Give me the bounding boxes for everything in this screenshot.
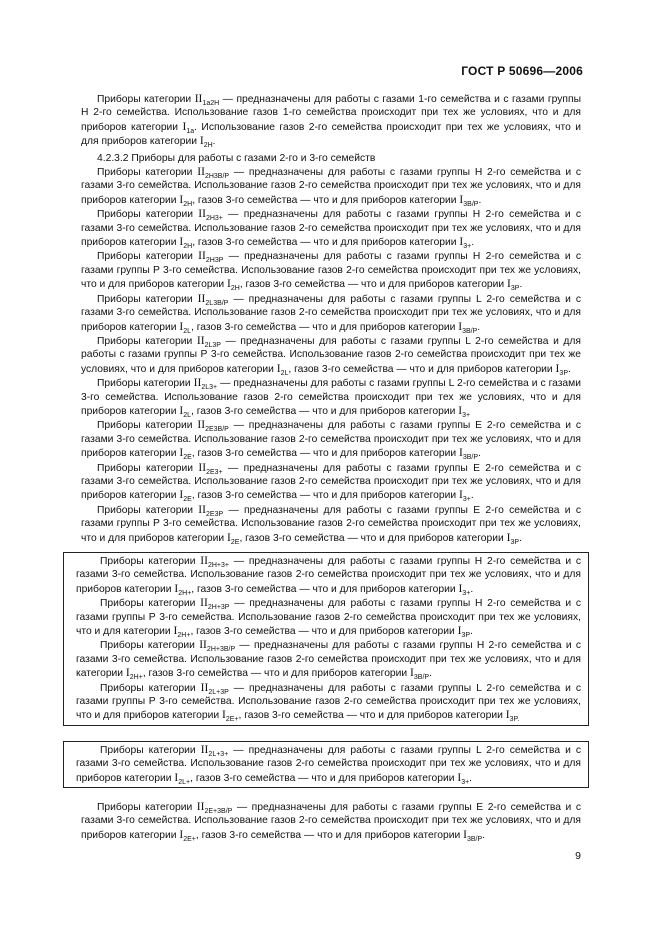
category-subscript: 2H+ xyxy=(178,589,192,597)
category-subscript: 2E3P xyxy=(206,510,224,518)
category-subscript: 3+ xyxy=(462,589,471,597)
category-roman: II xyxy=(198,502,207,516)
paragraph-prefix: Приборы категории xyxy=(97,251,199,263)
reference-category xyxy=(457,771,469,784)
category-code xyxy=(200,554,229,567)
paragraph-text: — предназначены для работы с газами группы Н 2-го семейства и с газами группы Р 3-го семейства. Использование газов 2-го семейства происходит при тех же условиях, что и для приборов категории xyxy=(81,251,581,291)
paragraph-text-mid: , газов 3-го семейства — что и для приборов категории xyxy=(239,532,507,544)
category-subscript: 3B/P xyxy=(466,835,483,843)
category-subscript: 2H xyxy=(230,285,240,293)
category-subscript: 1a xyxy=(186,127,195,135)
category-subscript: 2H+ xyxy=(129,674,143,682)
category-subscript: 2H3+ xyxy=(205,215,223,223)
document-body xyxy=(81,92,581,545)
reference-category xyxy=(505,708,520,724)
paragraph-text: — предназначены для работы с газами группы L 2-го семейства и с газами 3-го семейства. Использование газов 2-го семейства происходит при тех же условиях, что и для приборов категории xyxy=(81,293,581,333)
category-roman: I xyxy=(227,277,231,291)
category-code xyxy=(200,596,230,612)
category-roman: I xyxy=(174,770,179,784)
category-subscript: 2E+3B/P xyxy=(204,808,233,815)
category-roman: I xyxy=(459,235,464,249)
category-roman: I xyxy=(458,403,463,417)
paragraph-end: . xyxy=(471,237,475,249)
reference-category xyxy=(459,446,479,462)
category-subscript: 3B/P xyxy=(463,200,479,208)
paragraph-text-mid: , газов 3-го семейства — что и для приборов категории xyxy=(191,490,459,502)
category-subscript: 2L3+ xyxy=(201,384,218,392)
category-roman: I xyxy=(174,581,179,595)
category-roman: I xyxy=(458,581,463,595)
paragraph-text-mid: , газов 3-го семейства — что и для приборов категории xyxy=(192,194,460,206)
category-subscript: 2L+3+ xyxy=(208,751,229,758)
category-subscript: 3P xyxy=(510,285,520,293)
category-subscript: 2H3P xyxy=(205,257,224,265)
reference-category xyxy=(179,320,191,333)
reference-category xyxy=(227,277,240,293)
category-roman: I xyxy=(179,319,184,333)
paragraph xyxy=(81,165,581,207)
page-number: 9 xyxy=(575,850,581,862)
category-subscript: 2H+3P xyxy=(207,604,230,612)
bordered-block-1-content xyxy=(76,554,581,723)
reference-category xyxy=(179,404,191,417)
category-subscript: 2H+3B/P xyxy=(206,646,236,654)
paragraph-prefix: Приборы категории xyxy=(97,167,198,179)
paragraph-prefix: Приборы категории xyxy=(97,335,197,347)
category-subscript: 3+ xyxy=(462,496,471,504)
category-roman: II xyxy=(197,418,206,432)
category-subscript: 2E3+ xyxy=(206,468,223,476)
paragraph-text-mid: , газов 3-го семейства — что и для приборов категории xyxy=(239,279,508,291)
paragraph-prefix: Приборы категории xyxy=(100,682,201,694)
paragraph-prefix: Приборы категории xyxy=(97,209,199,221)
category-roman: I xyxy=(276,361,281,375)
category-roman: II xyxy=(197,165,205,179)
category-roman: II xyxy=(200,743,209,756)
section-title: Приборы для работы с газами 2-го и 3-го семейств xyxy=(131,152,376,164)
category-roman: I xyxy=(458,319,463,333)
category-subscript: 3+ xyxy=(461,778,470,786)
category-code xyxy=(199,638,236,654)
paragraph-text-mid: , газов 3-го семейства — что и для приборов категории xyxy=(191,448,459,460)
paragraph-text-mid: , газов 3-го семейства — что и для приборов категории xyxy=(190,626,458,638)
paragraph xyxy=(81,207,581,249)
section-heading xyxy=(81,152,581,165)
paragraph-text-mid: , газов 3-го семейства — что и для приборов категории xyxy=(288,363,556,375)
paragraph-prefix: Приборы категории xyxy=(97,378,194,390)
category-roman: I xyxy=(179,488,184,502)
category-subscript: 2H xyxy=(203,142,213,150)
category-subscript: 2E xyxy=(183,496,192,504)
paragraph xyxy=(76,596,581,638)
reference-category xyxy=(179,488,192,504)
reference-category xyxy=(459,193,478,206)
category-subscript: 2H xyxy=(183,243,193,251)
paragraph-text: — предназначены для работы с газами группы Н 2-го семейства и с газами 3-го семейства. Использование газов 2-го семейства происходит при тех же условиях, что и для приборов категории xyxy=(76,556,581,595)
paragraph-text-mid: , газов 3-го семейства — что и для приборов категории xyxy=(191,583,459,595)
paragraph-text: — предназначены для работы с газами группы Н 2-го семейства и с газами группы Р 3-го семейства. Использование газов 2-го семейства происходит при тех же условиях, что и для категории xyxy=(76,598,581,638)
category-roman: I xyxy=(179,446,184,460)
category-subscript: 2L+3P xyxy=(208,688,229,696)
paragraph-text: — предназначены для работы с газами группы Е 2-го семейства и с газами 3-го семейства. Использование газов 2-го семейства происходит при тех же условиях, что и для приборов категории xyxy=(81,462,582,502)
category-roman: I xyxy=(125,666,130,680)
category-subscript: 3P xyxy=(461,632,471,640)
category-subscript: 3+ xyxy=(462,411,471,419)
category-roman: II xyxy=(193,376,202,390)
category-subscript: 3+ xyxy=(463,243,472,251)
category-roman: I xyxy=(463,827,467,841)
category-subscript: 2L xyxy=(280,369,289,377)
category-roman: II xyxy=(200,596,208,610)
paragraph-end: . xyxy=(482,829,486,841)
category-subscript: 2E3B/P xyxy=(205,426,229,434)
paragraph-end: . xyxy=(567,363,571,375)
paragraph-prefix: Приборы категории xyxy=(100,556,201,567)
category-subscript: 3P. xyxy=(509,716,520,724)
paragraph xyxy=(76,554,581,596)
paragraph-text-mid: . Использование газов 2-го семейства происходит при тех же условиях, что и для приборов категории xyxy=(81,121,582,148)
category-subscript: 2L xyxy=(183,411,192,419)
reference-category xyxy=(457,624,471,640)
reference-category xyxy=(199,134,213,150)
category-roman: I xyxy=(227,530,231,544)
category-subscript: 2E+ xyxy=(225,716,239,724)
paragraph-end: . xyxy=(469,772,473,784)
reference-category xyxy=(459,235,472,251)
document-header: ГОСТ Р 50696—2006 xyxy=(461,64,583,78)
category-subscript: 2E xyxy=(183,454,192,462)
category-subscript: 3P xyxy=(559,369,568,377)
reference-category xyxy=(458,582,470,595)
category-roman: II xyxy=(196,333,205,347)
paragraph-text: — предназначены для работы с газами группы Н 2-го семейства и с газами 3-го семейства. Использование газов 2-го семейства происходит при тех же условиях, что и для категории xyxy=(76,640,581,680)
category-roman: II xyxy=(196,800,205,813)
category-roman: I xyxy=(173,624,178,638)
category-roman: I xyxy=(457,624,462,638)
category-subscript: 2E+ xyxy=(183,835,196,843)
paragraph-text-mid: , газов 3-го семейства — что и для приборов категории xyxy=(190,772,458,784)
paragraph-end: . xyxy=(519,532,522,544)
final-paragraph-wrap xyxy=(81,800,581,842)
category-code xyxy=(198,249,224,265)
category-roman: I xyxy=(182,119,187,133)
paragraph-end: . xyxy=(478,448,481,460)
paragraph-end: . xyxy=(470,583,474,595)
paragraph xyxy=(76,681,581,723)
paragraph-text-mid: , газов 3-го семейства — что и для приборов категории xyxy=(238,710,506,722)
reference-category xyxy=(222,708,239,724)
category-roman: I xyxy=(457,770,462,784)
paragraph-prefix: Приборы категории xyxy=(97,420,198,432)
reference-category xyxy=(277,362,289,375)
category-code xyxy=(197,800,233,813)
paragraph-prefix: Приборы категории xyxy=(97,504,199,516)
reference-category xyxy=(179,193,192,206)
paragraph-prefix: Приборы категории xyxy=(100,640,200,652)
paragraph-text-mid: , газов 3-го семейства — что и для приборов категории xyxy=(191,405,459,417)
reference-category xyxy=(459,488,471,504)
paragraph-end: . xyxy=(429,668,432,680)
reference-category xyxy=(173,624,191,640)
paragraph xyxy=(76,743,581,785)
category-code xyxy=(198,207,223,223)
paragraph-text: — предназначены для работы с газами группы Н 2-го семейства и с газами 3-го семейства. Использование газов 2-го семейства происходит при тех же условиях, что и для приборов категории xyxy=(81,209,581,249)
category-code xyxy=(193,376,218,392)
category-roman: II xyxy=(197,291,206,305)
category-roman: I xyxy=(459,488,463,502)
category-roman: I xyxy=(222,708,226,722)
paragraph-prefix: Приборы категории xyxy=(100,598,201,610)
paragraph-text: — предназначены для работы с газами группы L 2-го семейства и с газами 3-го семейства. Использование газов 2-го семейства происходит при тех же условиях, что и для приборов категории xyxy=(76,745,581,784)
reference-category xyxy=(556,362,568,375)
reference-category xyxy=(458,404,470,417)
paragraph xyxy=(81,418,581,460)
category-subscript: 2E xyxy=(230,538,240,546)
category-code xyxy=(197,334,221,347)
category-roman: I xyxy=(459,446,463,460)
paragraph-text-mid: , газов 3-го семейства — что и для приборов категории xyxy=(142,668,411,680)
paragraph xyxy=(81,503,581,545)
paragraph xyxy=(81,249,581,291)
category-subscript: 3B/P xyxy=(462,454,479,462)
category-code xyxy=(201,743,229,756)
paragraph-prefix: Приборы категории xyxy=(97,293,198,305)
category-roman: I xyxy=(459,192,464,206)
paragraph-text: — предназначены для работы с газами группы Е 2-го семейства и с газами группы Р 3-го семейства. Использование газов 2-го семейства происходит при тех же условиях, что и для приборов категории xyxy=(81,504,581,544)
paragraph xyxy=(81,461,581,503)
category-roman: I xyxy=(505,708,510,722)
paragraph xyxy=(81,92,581,149)
category-subscript: 2H xyxy=(183,200,193,208)
category-roman: I xyxy=(199,134,204,148)
paragraph xyxy=(81,800,581,842)
category-roman: I xyxy=(410,666,414,680)
paragraph-prefix: Приборы категории xyxy=(100,745,201,756)
paragraph-end: . xyxy=(470,490,474,502)
paragraph-text: — предназначены для работы с газами группы Е 2-го семейства и с газами 3-го семейства. Использование газов 2-го семейства происходит при тех же условиях, что и для приборов категории xyxy=(81,802,581,841)
paragraph xyxy=(76,638,581,680)
paragraph-end: . xyxy=(477,321,481,333)
category-roman: II xyxy=(198,207,206,221)
category-subscript: 2H+ xyxy=(177,632,191,640)
paragraph-end: . xyxy=(478,194,482,206)
paragraph-text-mid: , газов 3-го семейства — что и для приборов категории xyxy=(192,237,460,249)
category-subscript: 2H3B/P xyxy=(204,173,230,181)
category-roman: I xyxy=(179,192,184,206)
paragraph-prefix: Приборы категории xyxy=(97,462,199,474)
category-subscript: 2L xyxy=(183,327,192,335)
category-roman: II xyxy=(198,249,206,263)
category-code xyxy=(198,292,229,305)
category-subscript: 2L3P xyxy=(204,341,221,349)
category-roman: II xyxy=(194,92,203,105)
paragraph xyxy=(81,334,581,376)
category-code xyxy=(197,165,230,181)
reference-category xyxy=(463,828,482,841)
category-roman: I xyxy=(179,827,184,841)
category-roman: II xyxy=(198,460,207,474)
category-roman: I xyxy=(179,235,184,249)
section-number: 4.2.3.2 xyxy=(97,152,129,164)
paragraph-text: — предназначены для работы с газами группы L 2-го семейства и с газами 3-го семейства. Использование газов 2-го семейства происходит при тех же условиях, что и для приборов категории xyxy=(81,378,581,417)
category-subscript: 2L3B/P xyxy=(205,299,229,307)
paragraph-text: — предназначены для работы с газами 1-го семейства и с газами группы Н 2-го семейства. Использование газов 1-го семейства происходит при тех же условиях, что и для приборов категории xyxy=(81,94,581,133)
reference-category xyxy=(179,446,192,462)
paragraph xyxy=(81,292,581,334)
category-code xyxy=(198,461,222,474)
paragraph-end: . xyxy=(519,279,523,291)
category-subscript: 2L+ xyxy=(178,778,191,786)
bordered-block-2-content xyxy=(76,743,581,785)
paragraph-text: — предназначены для работы с газами группы Е 2-го семейства и с газами 3-го семейства. Использование газов 2-го семейства происходит при тех же условиях, что и для приборов категории xyxy=(81,420,582,460)
category-subscript: 1a2H xyxy=(202,100,220,107)
paragraph-prefix: Приборы категории xyxy=(97,802,197,813)
reference-category xyxy=(179,235,193,251)
reference-category xyxy=(410,666,430,682)
paragraph-text-mid: , газов 3-го семейства — что и для приборов категории xyxy=(191,321,459,333)
category-subscript: 2H+3+ xyxy=(207,562,229,569)
reference-category xyxy=(179,828,196,841)
paragraph-text-mid: , газов 3-го семейства — что и для приборов категории xyxy=(195,829,464,841)
reference-category xyxy=(507,277,520,293)
paragraph-end: . xyxy=(212,136,216,148)
category-code xyxy=(195,92,219,105)
reference-category xyxy=(174,582,191,595)
paragraph-text: — предназначены для работы с газами группы L 2-го семейства и с газами группы Р 3-го семейства. Использование газов 2-го семейства происходит при тех же условиях, что и для приборов категории xyxy=(76,682,581,722)
category-code xyxy=(197,418,229,434)
paragraph-text: — предназначены для работы с газами группы Н 2-го семейства и с газами 3-го семейства. Использование газов 2-го семейства происходит при тех же условиях, что и для приборов категории xyxy=(81,167,581,206)
category-roman: I xyxy=(506,530,511,544)
category-subscript: 3B/P xyxy=(462,327,478,335)
category-roman: II xyxy=(200,554,208,567)
bordered-block-2 xyxy=(63,741,589,788)
paragraph xyxy=(81,376,581,418)
reference-category xyxy=(174,771,190,784)
reference-category xyxy=(227,531,239,544)
reference-category xyxy=(182,120,194,133)
category-roman: I xyxy=(555,361,560,375)
category-code xyxy=(198,503,223,516)
paragraph-text: — предназначены для работы с газами группы L 2-го семейства и для работы с газами группы Р 3-го семейства. Использование газов 2-го семейства происходит при тех же условиях, что и для приборов категории xyxy=(81,335,581,375)
category-subscript: 3P xyxy=(510,538,520,546)
category-roman: I xyxy=(507,277,511,291)
reference-category xyxy=(507,531,519,544)
paragraph-end: . xyxy=(470,626,473,638)
paragraph-prefix: Приборы категории xyxy=(97,94,195,105)
reference-category xyxy=(125,666,143,682)
category-roman: I xyxy=(179,403,184,417)
category-code xyxy=(201,681,229,694)
category-roman: II xyxy=(199,638,207,652)
category-roman: II xyxy=(200,680,209,694)
reference-category xyxy=(458,320,477,333)
bordered-block-1 xyxy=(63,552,589,726)
category-subscript: 3B/P xyxy=(413,674,430,682)
